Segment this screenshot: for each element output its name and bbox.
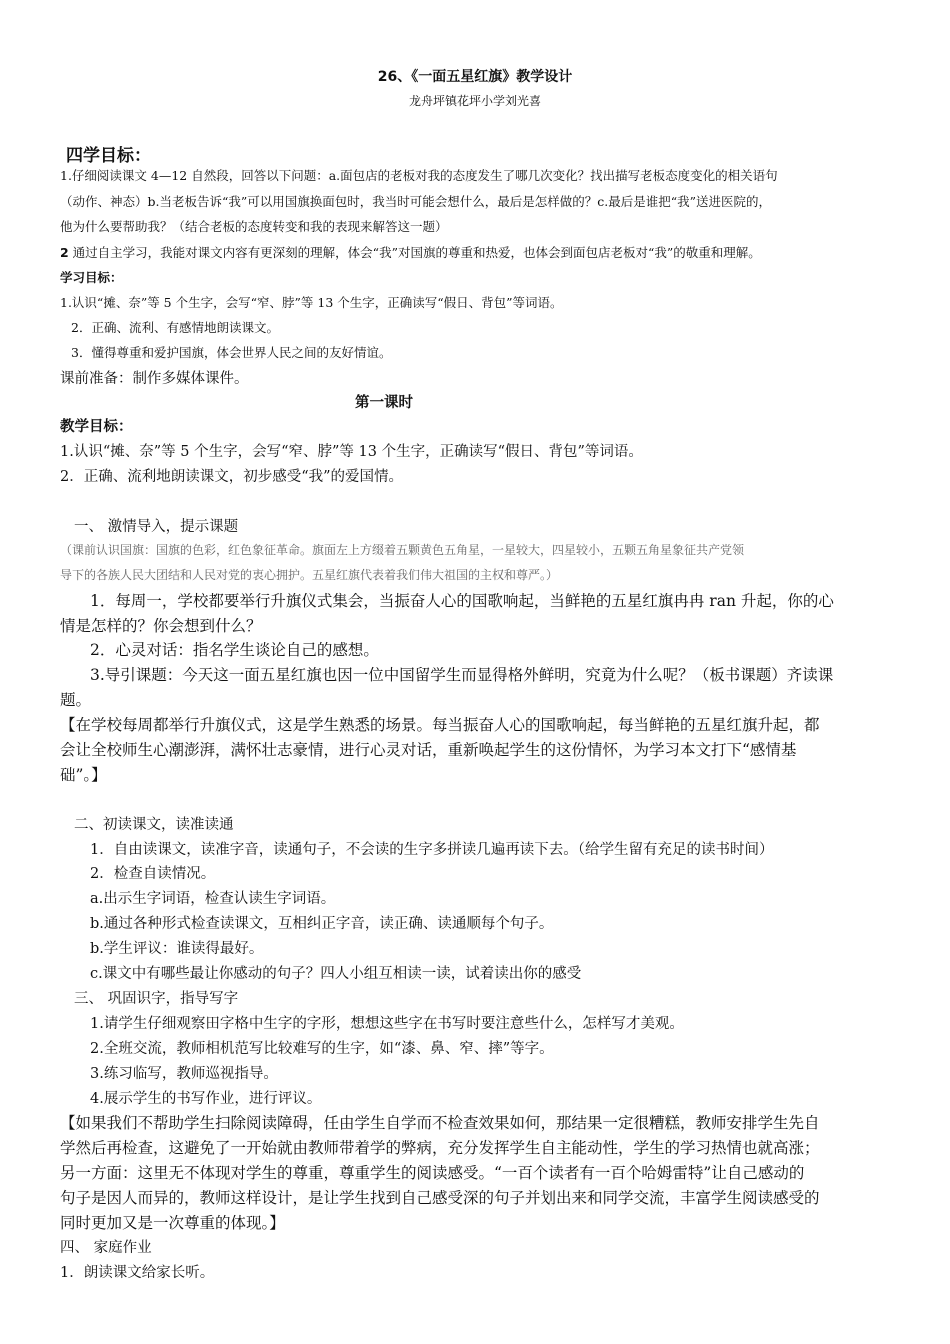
section-3-comment-line-5: 同时更加又是一次尊重的体现。】 xyxy=(60,1214,285,1232)
section-1-item-1-line-1: 1．每周一，学校都要举行升旗仪式集会，当振奋人心的国歌响起，当鲜艳的五星红旗冉冉 ran 升起，你的心 xyxy=(90,592,834,610)
section-3-comment-line-4: 句子是因人而异的，教师这样设计，是让学生找到自己感受深的句子并划出来和同学交流，丰富学生阅读感受的 xyxy=(60,1189,820,1207)
learning-item-2: 2．正确、流利、有感情地朗读课文。 xyxy=(71,320,279,335)
section-2-item-1: 1．自由读课文，读准字音，读通句子，不会读的生字多拼读几遍再读下去。（给学生留有充足的读书时间） xyxy=(90,842,774,858)
section-1-comment-line-2: 会让全校师生心潮澎湃，满怀壮志豪情，进行心灵对话，重新唤起学生的这份情怀，为学习本文打下“感情基 xyxy=(60,741,797,759)
section-3-comment-line-1: 【如果我们不帮助学生扫除阅读障碍，任由学生自学而不检查效果如何，那结果一定很糟糕，教师安排学生先自 xyxy=(60,1114,820,1132)
objectives-heading: 四学目标： xyxy=(66,146,151,166)
objective-2-text: 通过自主学习，我能对课文内容有更深刻的理解，体会“我”对国旗的尊重和热爱，也体会到面包店老板对“我”的敬重和理解。 xyxy=(68,245,761,260)
section-3-comment-line-3: 另一方面：这里无不体现对学生的尊重，尊重学生的阅读感受。“一百个读者有一百个哈姆雷特”让自己感动的 xyxy=(60,1164,805,1182)
objective-1-line-3: 他为什么要帮助我？（结合老板的态度转变和我的表现来解答这一题） xyxy=(60,219,448,234)
objective-1-line-2: （动作、神态）b.当老板告诉“我”可以用国旗换面包时，我当时可能会想什么，最后是怎样做的？c.最后是谁把“我”送进医院的， xyxy=(60,194,772,209)
section-3-item-4: 4.展示学生的书写作业，进行评议。 xyxy=(90,1091,322,1107)
section-1-item-2: 2．心灵对话：指名学生谈论自己的感想。 xyxy=(90,641,379,659)
document-author: 龙舟坪镇花坪小学刘光喜 xyxy=(408,94,541,108)
teaching-goals-heading: 教学目标： xyxy=(60,419,133,435)
learning-item-1: 1.认识“摊、奈”等 5 个生字，会写“窄、脖”等 13 个生字，正确读写“假日、背包”等词语。 xyxy=(60,295,563,310)
document-title: 26、《一面五星红旗》教学设计 xyxy=(377,69,573,85)
section-2-item-6: c.课文中有哪些最让你感动的句子？四人小组互相读一读，试着读出你的感受 xyxy=(90,966,582,982)
section-1-heading: 一、 激情导入，提示课题 xyxy=(74,519,239,535)
section-2-item-2: 2．检查自读情况。 xyxy=(90,866,216,882)
teaching-goal-1: 1.认识“摊、奈”等 5 个生字，会写“窄、脖”等 13 个生字，正确读写“假日、背包”等词语。 xyxy=(60,444,643,460)
section-3-heading: 三、 巩固识字，指导写字 xyxy=(74,991,239,1007)
objective-1-line-1: 1.仔细阅读课文 4—12 自然段，回答以下问题：a.面包店的老板对我的态度发生了哪几次变化？找出描写老板态度变化的相关语句 xyxy=(60,168,778,183)
section-1-comment-line-3: 础”。】 xyxy=(60,766,107,784)
section-1-item-3-line-2: 题。 xyxy=(60,691,92,709)
teaching-goal-2: 2．正确、流利地朗读课文，初步感受“我”的爱国情。 xyxy=(60,469,404,485)
section-2-item-5: b.学生评议：谁读得最好。 xyxy=(90,941,264,957)
section-1-note-line-2: 导下的各族人民大团结和人民对党的衷心拥护。五星红旗代表着我们伟大祖国的主权和尊严。） xyxy=(60,568,559,582)
class-preparation: 课前准备：制作多媒体课件。 xyxy=(60,371,249,387)
lesson-1-heading: 第一课时 xyxy=(355,395,413,411)
section-3-item-2: 2.全班交流，教师相机范写比较难写的生字，如“漆、鼻、窄、摔”等字。 xyxy=(90,1041,554,1057)
section-3-item-3: 3.练习临写，教师巡视指导。 xyxy=(90,1066,278,1082)
learning-item-3: 3．懂得尊重和爱护国旗，体会世界人民之间的友好情谊。 xyxy=(71,345,392,360)
section-2-heading: 二、初读课文，读准读通 xyxy=(74,817,234,833)
section-4-item-1: 1．朗读课文给家长听。 xyxy=(60,1265,215,1281)
section-1-item-1-line-2: 情是怎样的？你会想到什么？ xyxy=(60,617,262,635)
section-3-item-1: 1.请学生仔细观察田字格中生字的字形，想想这些字在书写时要注意些什么，怎样写才美观。 xyxy=(90,1016,684,1032)
section-3-comment-line-2: 学然后再检查，这避免了一开始就由教师带着学的弊病，充分发挥学生自主能动性，学生的学习热情也就高涨； xyxy=(60,1139,820,1157)
section-2-item-4: b.通过各种形式检查读课文，互相纠正字音，读正确、读通顺每个句子。 xyxy=(90,916,554,932)
section-2-item-3: a.出示生字词语，检查认读生字词语。 xyxy=(90,891,336,907)
section-1-note-line-1: （课前认识国旗：国旗的色彩，红色象征革命。旗面左上方缀着五颗黄色五角星，一星较大，四星较小，五颗五角星象征共产党领 xyxy=(60,543,745,557)
objective-2 xyxy=(60,243,950,261)
learning-heading: 学习目标： xyxy=(60,270,123,285)
section-4-heading: 四、 家庭作业 xyxy=(60,1240,152,1256)
section-1-comment-line-1: 【在学校每周都举行升旗仪式，这是学生熟悉的场景。每当振奋人心的国歌响起，每当鲜艳的五星红旗升起，都 xyxy=(60,716,820,734)
section-1-item-3-line-1: 3.导引课题：今天这一面五星红旗也因一位中国留学生而显得格外鲜明，究竟为什么呢？（板书课题）齐读课 xyxy=(90,666,834,684)
objective-2-number: 2 xyxy=(60,245,69,260)
